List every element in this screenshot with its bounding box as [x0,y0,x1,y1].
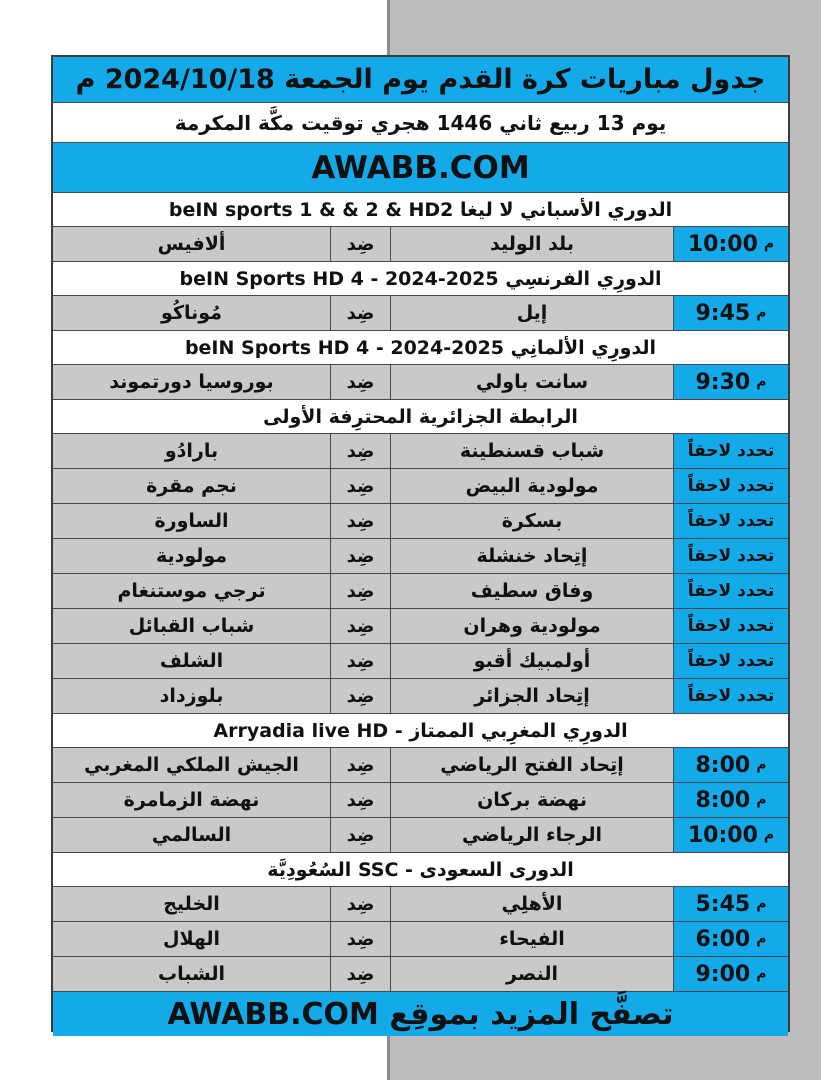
league-header: الرابطة الجزائرية المحترِفة الأولى [53,400,788,434]
away-team: الشلف [159,650,224,672]
away-team: الشباب [158,963,225,985]
match-row [53,679,788,714]
away-team: بوروسيا دورتموند [109,371,274,393]
time-period: م [763,827,775,843]
home-team: بلد الوليد [390,227,673,261]
home-team: مولودية وهران [390,609,673,643]
match-time [673,957,788,991]
hijri-date: يوم 13 ربيع ثاني 1446 هجري توقيت مكَّة المكرمة [53,103,788,143]
time-period: م [756,792,767,808]
time-period: م [756,931,767,947]
match-time [673,748,788,782]
time-period: م [763,236,775,252]
versus-label: ضِد [330,887,390,921]
schedule-title: جدول مباريات كرة القدم يوم الجمعة 2024/10/18 م [53,57,788,103]
time-period: م [756,374,767,390]
match-time [673,574,788,608]
time-value: تحدد لاحقاً [687,546,775,566]
versus-label: ضِد [330,957,390,991]
league-header: الدورِي الفرنسِي 2025-2024 - beIN Sports HD 4 [53,262,788,296]
time-value: 8:00 [695,752,751,778]
time-value: 9:30 [695,369,751,395]
footer-banner[interactable]: تصفَّح المزيد بموقِع AWABB.COM [53,992,788,1036]
match-row [53,504,788,539]
versus-label: ضِد [330,227,390,261]
match-time [673,504,788,538]
away-team: بلوزداد [159,685,224,707]
time-value: 9:45 [695,300,751,326]
site-banner[interactable]: AWABB.COM [53,143,788,193]
versus-label: ضِد [330,504,390,538]
home-team: سانت باولي [390,365,673,399]
schedule-table [51,55,790,1032]
match-row [53,818,788,853]
versus-label: ضِد [330,574,390,608]
match-row [53,296,788,331]
time-value: تحدد لاحقاً [687,686,775,706]
match-time [673,539,788,573]
home-team: إتِحاد الفتح الرياضي [390,748,673,782]
match-time [673,644,788,678]
time-value: تحدد لاحقاً [687,581,775,601]
time-value: تحدد لاحقاً [687,441,775,461]
home-team: إتِحاد الجزائر [390,679,673,713]
match-time [673,887,788,921]
match-time [673,783,788,817]
home-team: مولودية البيض [390,469,673,503]
time-value: 8:00 [695,787,751,813]
league-header: الدورى السعودى - SSC السُعُودِيَّة [53,853,788,887]
match-time [673,679,788,713]
match-time [673,296,788,330]
versus-label: ضِد [330,679,390,713]
away-team: السالمي [151,824,232,846]
match-time [673,365,788,399]
time-value: 10:00 [687,231,758,257]
match-row [53,609,788,644]
home-team: النصر [390,957,673,991]
versus-label: ضِد [330,783,390,817]
time-value: 10:00 [687,822,758,848]
time-value: تحدد لاحقاً [687,616,775,636]
match-row [53,783,788,818]
time-period: م [756,757,767,773]
versus-label: ضِد [330,748,390,782]
home-team: الرجاء الرياضي [390,818,673,852]
versus-label: ضِد [330,365,390,399]
match-time [673,469,788,503]
time-value: تحدد لاحقاً [687,651,775,671]
away-team: ترجي موستنغام [117,580,266,602]
match-row [53,227,788,262]
time-value: تحدد لاحقاً [687,476,775,496]
away-team: مولودية [155,545,228,567]
match-row [53,957,788,992]
home-team: أولمبيك أقبو [390,644,673,678]
match-time [673,922,788,956]
home-team: نهضة بركان [390,783,673,817]
match-row [53,887,788,922]
versus-label: ضِد [330,469,390,503]
versus-label: ضِد [330,609,390,643]
match-row [53,469,788,504]
away-team: ألافيس [157,233,226,255]
match-time [673,609,788,643]
home-team: إتِحاد خنشلة [390,539,673,573]
away-team: الساورة [154,510,229,532]
match-row [53,365,788,400]
time-value: 9:00 [695,961,751,987]
home-team: إيل [390,296,673,330]
match-row [53,922,788,957]
away-team: بارادُو [164,440,219,462]
match-time [673,434,788,468]
versus-label: ضِد [330,296,390,330]
time-value: 6:00 [695,926,751,952]
home-team: شباب قسنطينة [390,434,673,468]
away-team: الخليج [163,893,220,915]
away-team: الهلال [162,928,221,950]
league-header: الدورِي المغرِبي الممتاز - Arryadia live HD [53,714,788,748]
match-row [53,644,788,679]
match-row [53,574,788,609]
versus-label: ضِد [330,818,390,852]
home-team: وفاق سطيف [390,574,673,608]
versus-label: ضِد [330,539,390,573]
versus-label: ضِد [330,434,390,468]
time-value: 5:45 [695,891,751,917]
versus-label: ضِد [330,644,390,678]
home-team: الفيحاء [390,922,673,956]
time-period: م [756,896,767,912]
time-period: م [756,305,767,321]
league-header: الدورِي الألمانِي 2025-2024 - beIN Sports HD 4 [53,331,788,365]
away-team: الجيش الملكي المغربي [84,754,299,776]
home-team: الأهلِي [390,887,673,921]
time-value: تحدد لاحقاً [687,511,775,531]
match-row [53,539,788,574]
match-time [673,818,788,852]
away-team: شباب القبائل [128,615,255,637]
league-header: الدوري الأسباني لا ليغا beIN sports 1 & & 2 & HD2 [53,193,788,227]
versus-label: ضِد [330,922,390,956]
time-period: م [756,966,767,982]
away-team: نهضة الزمامرة [123,789,260,811]
leagues-container [53,193,788,992]
match-row [53,748,788,783]
match-row [53,434,788,469]
match-time [673,227,788,261]
away-team: مُوناكُو [161,302,222,324]
away-team: نجم مقرة [146,475,237,497]
home-team: بسكرة [390,504,673,538]
